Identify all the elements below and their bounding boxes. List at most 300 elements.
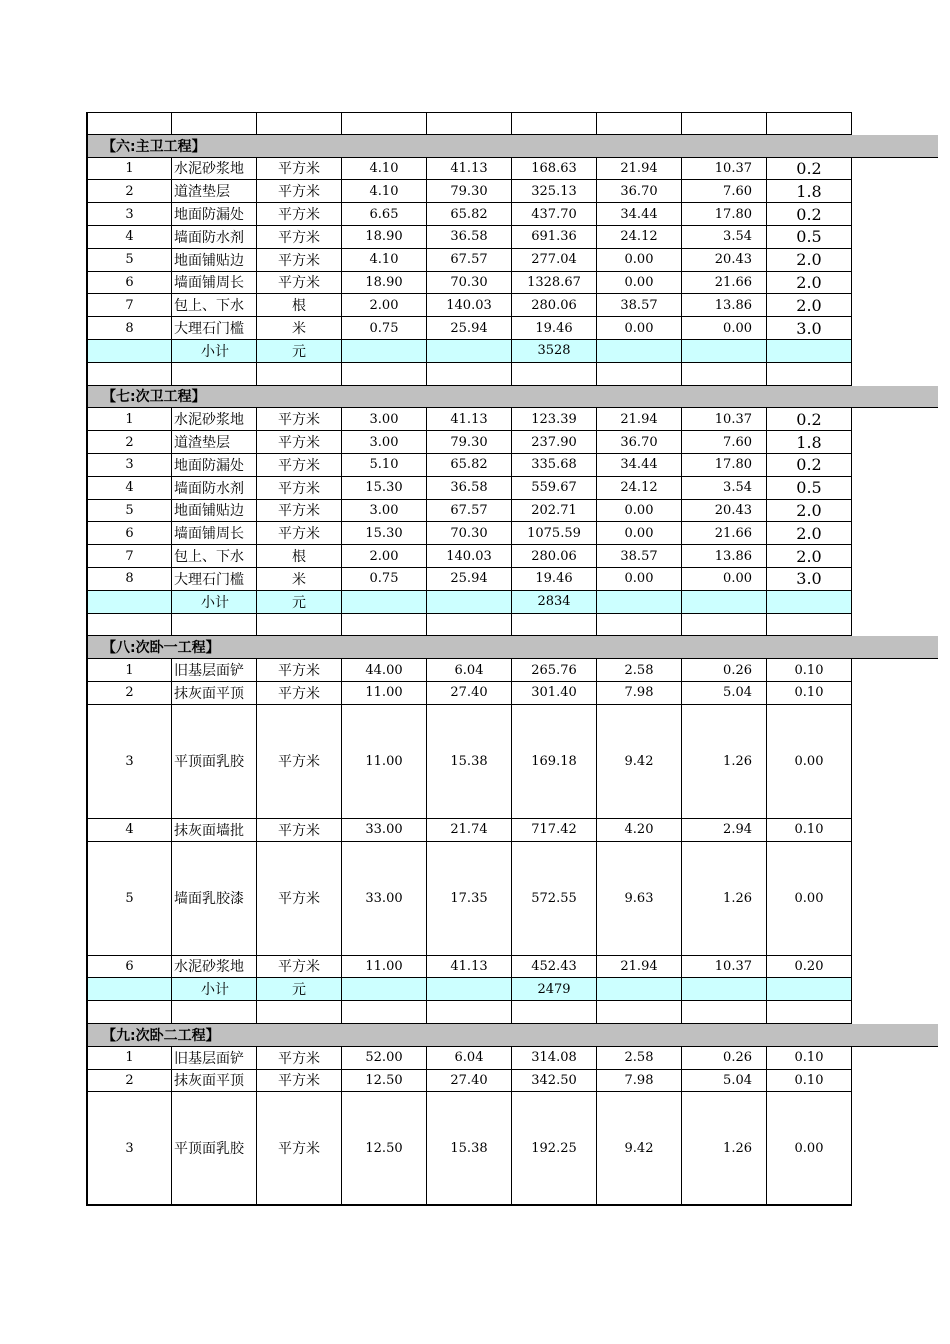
amount-cell[interactable]: 168.63 [512, 158, 597, 181]
subtotal-unit[interactable]: 元 [257, 978, 342, 1001]
amount-cell[interactable]: 335.68 [512, 454, 597, 477]
unit-price-cell[interactable]: 41.13 [427, 956, 512, 979]
row-number-cell[interactable]: 8 [86, 568, 172, 591]
row-number-cell[interactable]: 2 [86, 431, 172, 454]
blank-cell[interactable] [597, 614, 682, 637]
material-cost-cell[interactable]: 36.70 [597, 431, 682, 454]
labor-cost-cell[interactable]: 0.00 [682, 317, 767, 340]
item-name-cell[interactable]: 墙面防水剂 [172, 226, 257, 249]
extra-value-cell[interactable]: 0.10 [767, 1070, 852, 1093]
row-number-cell[interactable]: 6 [86, 522, 172, 545]
amount-cell[interactable]: 452.43 [512, 956, 597, 979]
quantity-cell[interactable]: 4.10 [342, 180, 427, 203]
item-name-cell[interactable]: 平顶面乳胶 [172, 1092, 257, 1206]
unit-price-cell[interactable]: 15.38 [427, 705, 512, 819]
blank-cell[interactable] [86, 1001, 172, 1024]
amount-cell[interactable]: 301.40 [512, 682, 597, 705]
material-cost-cell[interactable]: 7.98 [597, 682, 682, 705]
quantity-cell[interactable]: 18.90 [342, 272, 427, 295]
extra-value-cell[interactable]: 0.00 [767, 705, 852, 819]
labor-cost-cell[interactable]: 17.80 [682, 203, 767, 226]
item-name-cell[interactable]: 抹灰面平顶 [172, 1070, 257, 1093]
material-cost-cell[interactable]: 0.00 [597, 272, 682, 295]
unit-cell[interactable]: 平方米 [257, 1047, 342, 1070]
blank-cell[interactable] [172, 614, 257, 637]
blank-cell[interactable] [512, 363, 597, 386]
unit-cell[interactable]: 平方米 [257, 522, 342, 545]
material-cost-cell[interactable]: 2.58 [597, 659, 682, 682]
unit-price-cell[interactable]: 65.82 [427, 203, 512, 226]
table-row [86, 317, 938, 340]
amount-cell[interactable]: 277.04 [512, 249, 597, 272]
row-number-cell[interactable]: 5 [86, 500, 172, 523]
unit-price-cell[interactable]: 70.30 [427, 272, 512, 295]
material-cost-cell[interactable]: 9.42 [597, 705, 682, 819]
subtotal-amount[interactable]: 3528 [512, 340, 597, 363]
unit-cell[interactable]: 米 [257, 317, 342, 340]
quantity-cell[interactable]: 6.65 [342, 203, 427, 226]
unit-cell[interactable]: 平方米 [257, 682, 342, 705]
blank-cell[interactable] [86, 591, 172, 614]
unit-price-cell[interactable]: 79.30 [427, 180, 512, 203]
quantity-cell[interactable]: 4.10 [342, 249, 427, 272]
unit-price-cell[interactable]: 70.30 [427, 522, 512, 545]
material-cost-cell[interactable]: 21.94 [597, 956, 682, 979]
extra-value-cell[interactable]: 2.0 [767, 545, 852, 568]
extra-value-cell[interactable]: 1.8 [767, 431, 852, 454]
blank-cell[interactable] [427, 591, 512, 614]
material-cost-cell[interactable]: 9.42 [597, 1092, 682, 1206]
extra-value-cell[interactable]: 2.0 [767, 249, 852, 272]
unit-cell[interactable]: 平方米 [257, 226, 342, 249]
row-number-cell[interactable]: 7 [86, 545, 172, 568]
amount-cell[interactable]: 691.36 [512, 226, 597, 249]
item-name-cell[interactable]: 墙面防水剂 [172, 477, 257, 500]
unit-price-cell[interactable]: 79.30 [427, 431, 512, 454]
unit-cell[interactable]: 平方米 [257, 1092, 342, 1206]
material-cost-cell[interactable]: 24.12 [597, 226, 682, 249]
unit-cell[interactable]: 平方米 [257, 842, 342, 956]
blank-cell[interactable] [172, 1001, 257, 1024]
item-name-cell[interactable]: 大理石门槛 [172, 568, 257, 591]
unit-cell[interactable]: 平方米 [257, 705, 342, 819]
table-row [86, 1092, 938, 1206]
quantity-cell[interactable]: 2.00 [342, 545, 427, 568]
material-cost-cell[interactable]: 21.94 [597, 408, 682, 431]
amount-cell[interactable]: 237.90 [512, 431, 597, 454]
material-cost-cell[interactable]: 0.00 [597, 568, 682, 591]
labor-cost-cell[interactable]: 7.60 [682, 180, 767, 203]
row-number-cell[interactable]: 5 [86, 842, 172, 956]
amount-cell[interactable]: 314.08 [512, 1047, 597, 1070]
labor-cost-cell[interactable]: 10.37 [682, 158, 767, 181]
amount-cell[interactable]: 1075.59 [512, 522, 597, 545]
blank-cell[interactable] [682, 340, 767, 363]
blank-cell[interactable] [767, 591, 852, 614]
blank-cell[interactable] [767, 340, 852, 363]
unit-cell[interactable]: 平方米 [257, 454, 342, 477]
unit-cell[interactable]: 米 [257, 568, 342, 591]
amount-cell[interactable]: 265.76 [512, 659, 597, 682]
blank-cell[interactable] [342, 1001, 427, 1024]
labor-cost-cell[interactable]: 21.66 [682, 272, 767, 295]
row-number-cell[interactable]: 4 [86, 477, 172, 500]
quantity-cell[interactable]: 15.30 [342, 522, 427, 545]
extra-value-cell[interactable]: 0.5 [767, 477, 852, 500]
blank-cell[interactable] [682, 978, 767, 1001]
blank-cell[interactable] [86, 112, 172, 135]
unit-price-cell[interactable]: 27.40 [427, 682, 512, 705]
material-cost-cell[interactable]: 0.00 [597, 249, 682, 272]
quantity-cell[interactable]: 3.00 [342, 500, 427, 523]
item-name-cell[interactable]: 平顶面乳胶 [172, 705, 257, 819]
material-cost-cell[interactable]: 34.44 [597, 203, 682, 226]
amount-cell[interactable]: 717.42 [512, 819, 597, 842]
unit-price-cell[interactable]: 15.38 [427, 1092, 512, 1206]
amount-cell[interactable]: 280.06 [512, 545, 597, 568]
row-number-cell[interactable]: 2 [86, 682, 172, 705]
amount-cell[interactable]: 325.13 [512, 180, 597, 203]
row-number-cell[interactable]: 1 [86, 659, 172, 682]
row-number-cell[interactable]: 4 [86, 226, 172, 249]
extra-value-cell[interactable]: 2.0 [767, 522, 852, 545]
amount-cell[interactable]: 280.06 [512, 294, 597, 317]
quantity-cell[interactable]: 4.10 [342, 158, 427, 181]
blank-cell[interactable] [342, 112, 427, 135]
extra-value-cell[interactable]: 0.5 [767, 226, 852, 249]
unit-price-cell[interactable]: 25.94 [427, 317, 512, 340]
labor-cost-cell[interactable]: 20.43 [682, 500, 767, 523]
unit-price-cell[interactable]: 36.58 [427, 226, 512, 249]
row-number-cell[interactable]: 1 [86, 408, 172, 431]
quantity-cell[interactable]: 2.00 [342, 294, 427, 317]
extra-value-cell[interactable]: 0.2 [767, 158, 852, 181]
extra-value-cell[interactable]: 0.10 [767, 682, 852, 705]
extra-value-cell[interactable]: 0.10 [767, 659, 852, 682]
blank-cell[interactable] [597, 591, 682, 614]
blank-cell[interactable] [342, 614, 427, 637]
unit-cell[interactable]: 平方米 [257, 500, 342, 523]
table-row [86, 249, 938, 272]
section-header: 【七:次卫工程】 [86, 386, 938, 409]
unit-price-cell[interactable]: 140.03 [427, 294, 512, 317]
unit-price-cell[interactable]: 17.35 [427, 842, 512, 956]
unit-cell[interactable]: 平方米 [257, 203, 342, 226]
labor-cost-cell[interactable]: 2.94 [682, 819, 767, 842]
labor-cost-cell[interactable]: 5.04 [682, 682, 767, 705]
row-number-cell[interactable]: 3 [86, 1092, 172, 1206]
blank-cell[interactable] [682, 591, 767, 614]
material-cost-cell[interactable]: 2.58 [597, 1047, 682, 1070]
unit-price-cell[interactable]: 140.03 [427, 545, 512, 568]
labor-cost-cell[interactable]: 13.86 [682, 545, 767, 568]
amount-cell[interactable]: 202.71 [512, 500, 597, 523]
unit-cell[interactable]: 平方米 [257, 431, 342, 454]
table-row [86, 294, 938, 317]
row-number-cell[interactable]: 5 [86, 249, 172, 272]
quantity-cell[interactable]: 44.00 [342, 659, 427, 682]
unit-price-cell[interactable]: 6.04 [427, 659, 512, 682]
labor-cost-cell[interactable]: 1.26 [682, 842, 767, 956]
blank-row [86, 363, 938, 386]
blank-cell[interactable] [767, 112, 852, 135]
blank-cell[interactable] [342, 591, 427, 614]
item-name-cell[interactable]: 旧基层面铲 [172, 659, 257, 682]
material-cost-cell[interactable]: 21.94 [597, 158, 682, 181]
unit-price-cell[interactable]: 21.74 [427, 819, 512, 842]
unit-price-cell[interactable]: 65.82 [427, 454, 512, 477]
extra-value-cell[interactable]: 1.8 [767, 180, 852, 203]
blank-row [86, 614, 938, 637]
item-name-cell[interactable]: 地面防漏处 [172, 454, 257, 477]
quantity-cell[interactable]: 0.75 [342, 568, 427, 591]
unit-cell[interactable]: 平方米 [257, 659, 342, 682]
unit-cell[interactable]: 平方米 [257, 956, 342, 979]
unit-cell[interactable]: 平方米 [257, 477, 342, 500]
blank-cell[interactable] [257, 112, 342, 135]
section-header: 【六:主卫工程】 [86, 135, 938, 158]
quantity-cell[interactable]: 15.30 [342, 477, 427, 500]
labor-cost-cell[interactable]: 5.04 [682, 1070, 767, 1093]
row-number-cell[interactable]: 2 [86, 180, 172, 203]
blank-cell[interactable] [427, 1001, 512, 1024]
amount-cell[interactable]: 19.46 [512, 568, 597, 591]
labor-cost-cell[interactable]: 10.37 [682, 408, 767, 431]
subtotal-label[interactable]: 小计 [172, 340, 257, 363]
item-name-cell[interactable]: 包上、下水 [172, 545, 257, 568]
row-number-cell[interactable]: 3 [86, 203, 172, 226]
row-number-cell[interactable]: 7 [86, 294, 172, 317]
row-number-cell[interactable]: 3 [86, 454, 172, 477]
quantity-cell[interactable]: 11.00 [342, 705, 427, 819]
item-name-cell[interactable]: 包上、下水 [172, 294, 257, 317]
row-number-cell[interactable]: 3 [86, 705, 172, 819]
unit-cell[interactable]: 平方米 [257, 272, 342, 295]
blank-cell[interactable] [342, 340, 427, 363]
subtotal-unit[interactable]: 元 [257, 591, 342, 614]
blank-cell[interactable] [172, 363, 257, 386]
material-cost-cell[interactable]: 36.70 [597, 180, 682, 203]
item-name-cell[interactable]: 水泥砂浆地 [172, 408, 257, 431]
subtotal-label[interactable]: 小计 [172, 591, 257, 614]
unit-price-cell[interactable]: 6.04 [427, 1047, 512, 1070]
labor-cost-cell[interactable]: 0.26 [682, 659, 767, 682]
quantity-cell[interactable]: 0.75 [342, 317, 427, 340]
quantity-cell[interactable]: 33.00 [342, 819, 427, 842]
unit-price-cell[interactable]: 41.13 [427, 408, 512, 431]
extra-value-cell[interactable]: 2.0 [767, 500, 852, 523]
blank-cell[interactable] [427, 112, 512, 135]
blank-cell[interactable] [597, 112, 682, 135]
unit-cell[interactable]: 根 [257, 294, 342, 317]
quantity-cell[interactable]: 3.00 [342, 431, 427, 454]
amount-cell[interactable]: 437.70 [512, 203, 597, 226]
blank-cell[interactable] [682, 112, 767, 135]
labor-cost-cell[interactable]: 3.54 [682, 226, 767, 249]
amount-cell[interactable]: 342.50 [512, 1070, 597, 1093]
unit-cell[interactable]: 平方米 [257, 180, 342, 203]
extra-value-cell[interactable]: 0.2 [767, 408, 852, 431]
quantity-cell[interactable]: 12.50 [342, 1092, 427, 1206]
quantity-cell[interactable]: 11.00 [342, 682, 427, 705]
extra-value-cell[interactable]: 2.0 [767, 272, 852, 295]
blank-cell[interactable] [257, 1001, 342, 1024]
blank-cell[interactable] [257, 363, 342, 386]
unit-price-cell[interactable]: 67.57 [427, 500, 512, 523]
unit-price-cell[interactable]: 25.94 [427, 568, 512, 591]
material-cost-cell[interactable]: 0.00 [597, 500, 682, 523]
labor-cost-cell[interactable]: 0.26 [682, 1047, 767, 1070]
item-name-cell[interactable]: 大理石门槛 [172, 317, 257, 340]
blank-cell[interactable] [257, 614, 342, 637]
subtotal-unit[interactable]: 元 [257, 340, 342, 363]
blank-cell[interactable] [597, 363, 682, 386]
blank-cell[interactable] [767, 978, 852, 1001]
labor-cost-cell[interactable]: 20.43 [682, 249, 767, 272]
material-cost-cell[interactable]: 7.98 [597, 1070, 682, 1093]
extra-value-cell[interactable]: 0.2 [767, 454, 852, 477]
item-name-cell[interactable]: 水泥砂浆地 [172, 158, 257, 181]
blank-cell[interactable] [427, 340, 512, 363]
blank-cell[interactable] [86, 978, 172, 1001]
labor-cost-cell[interactable]: 13.86 [682, 294, 767, 317]
quantity-cell[interactable]: 3.00 [342, 408, 427, 431]
subtotal-amount[interactable]: 2834 [512, 591, 597, 614]
unit-price-cell[interactable]: 36.58 [427, 477, 512, 500]
material-cost-cell[interactable]: 34.44 [597, 454, 682, 477]
subtotal-amount[interactable]: 2479 [512, 978, 597, 1001]
item-name-cell[interactable]: 地面铺贴边 [172, 249, 257, 272]
blank-cell[interactable] [427, 978, 512, 1001]
labor-cost-cell[interactable]: 3.54 [682, 477, 767, 500]
quantity-cell[interactable]: 5.10 [342, 454, 427, 477]
quantity-cell[interactable]: 12.50 [342, 1070, 427, 1093]
extra-value-cell[interactable]: 0.10 [767, 1047, 852, 1070]
row-number-cell[interactable]: 6 [86, 272, 172, 295]
extra-value-cell[interactable]: 3.0 [767, 568, 852, 591]
material-cost-cell[interactable]: 9.63 [597, 842, 682, 956]
blank-cell[interactable] [512, 112, 597, 135]
blank-cell[interactable] [682, 614, 767, 637]
section-header: 【九:次卧二工程】 [86, 1024, 938, 1047]
blank-cell[interactable] [512, 1001, 597, 1024]
extra-value-cell[interactable]: 3.0 [767, 317, 852, 340]
material-cost-cell[interactable]: 24.12 [597, 477, 682, 500]
row-number-cell[interactable]: 6 [86, 956, 172, 979]
blank-cell[interactable] [597, 978, 682, 1001]
blank-cell[interactable] [86, 363, 172, 386]
unit-cell[interactable]: 平方米 [257, 249, 342, 272]
blank-cell[interactable] [86, 340, 172, 363]
subtotal-label[interactable]: 小计 [172, 978, 257, 1001]
unit-cell[interactable]: 平方米 [257, 158, 342, 181]
amount-cell[interactable]: 1328.67 [512, 272, 597, 295]
amount-cell[interactable]: 19.46 [512, 317, 597, 340]
unit-price-cell[interactable]: 67.57 [427, 249, 512, 272]
quantity-cell[interactable]: 52.00 [342, 1047, 427, 1070]
unit-price-cell[interactable]: 27.40 [427, 1070, 512, 1093]
table-row [86, 705, 938, 819]
material-cost-cell[interactable]: 38.57 [597, 545, 682, 568]
extra-value-cell[interactable]: 0.00 [767, 1092, 852, 1206]
labor-cost-cell[interactable]: 17.80 [682, 454, 767, 477]
unit-cell[interactable]: 平方米 [257, 1070, 342, 1093]
labor-cost-cell[interactable]: 21.66 [682, 522, 767, 545]
material-cost-cell[interactable]: 0.00 [597, 317, 682, 340]
unit-cell[interactable]: 平方米 [257, 819, 342, 842]
row-number-cell[interactable]: 2 [86, 1070, 172, 1093]
blank-cell[interactable] [86, 614, 172, 637]
labor-cost-cell[interactable]: 7.60 [682, 431, 767, 454]
extra-value-cell[interactable]: 0.2 [767, 203, 852, 226]
blank-cell[interactable] [512, 614, 597, 637]
unit-cell[interactable]: 平方米 [257, 408, 342, 431]
row-number-cell[interactable]: 1 [86, 1047, 172, 1070]
extra-value-cell[interactable]: 0.20 [767, 956, 852, 979]
item-name-cell[interactable]: 地面防漏处 [172, 203, 257, 226]
blank-cell[interactable] [682, 1001, 767, 1024]
extra-value-cell[interactable]: 2.0 [767, 294, 852, 317]
quantity-cell[interactable]: 11.00 [342, 956, 427, 979]
blank-cell[interactable] [682, 363, 767, 386]
unit-cell[interactable]: 根 [257, 545, 342, 568]
blank-cell[interactable] [342, 978, 427, 1001]
labor-cost-cell[interactable]: 1.26 [682, 1092, 767, 1206]
item-name-cell[interactable]: 抹灰面平顶 [172, 682, 257, 705]
blank-cell[interactable] [427, 614, 512, 637]
material-cost-cell[interactable]: 0.00 [597, 522, 682, 545]
blank-cell[interactable] [427, 363, 512, 386]
blank-cell[interactable] [172, 112, 257, 135]
blank-cell[interactable] [767, 614, 852, 637]
extra-value-cell[interactable]: 0.00 [767, 842, 852, 956]
unit-price-cell[interactable]: 41.13 [427, 158, 512, 181]
item-name-cell[interactable]: 抹灰面墙批 [172, 819, 257, 842]
material-cost-cell[interactable]: 4.20 [597, 819, 682, 842]
blank-cell[interactable] [342, 363, 427, 386]
blank-cell[interactable] [597, 1001, 682, 1024]
labor-cost-cell[interactable]: 0.00 [682, 568, 767, 591]
blank-cell[interactable] [597, 340, 682, 363]
labor-cost-cell[interactable]: 10.37 [682, 956, 767, 979]
amount-cell[interactable]: 192.25 [512, 1092, 597, 1206]
item-name-cell[interactable]: 墙面铺周长 [172, 272, 257, 295]
item-name-cell[interactable]: 道渣垫层 [172, 431, 257, 454]
labor-cost-cell[interactable]: 1.26 [682, 705, 767, 819]
item-name-cell[interactable]: 旧基层面铲 [172, 1047, 257, 1070]
amount-cell[interactable]: 123.39 [512, 408, 597, 431]
item-name-cell[interactable]: 地面铺贴边 [172, 500, 257, 523]
material-cost-cell[interactable]: 38.57 [597, 294, 682, 317]
row-number-cell[interactable]: 1 [86, 158, 172, 181]
quantity-cell[interactable]: 18.90 [342, 226, 427, 249]
table-row [86, 431, 938, 454]
quantity-cell[interactable]: 33.00 [342, 842, 427, 956]
table-row [86, 477, 938, 500]
row-number-cell[interactable]: 8 [86, 317, 172, 340]
amount-cell[interactable]: 559.67 [512, 477, 597, 500]
item-name-cell[interactable]: 墙面乳胶漆 [172, 842, 257, 956]
amount-cell[interactable]: 572.55 [512, 842, 597, 956]
amount-cell[interactable]: 169.18 [512, 705, 597, 819]
item-name-cell[interactable]: 道渣垫层 [172, 180, 257, 203]
item-name-cell[interactable]: 水泥砂浆地 [172, 956, 257, 979]
extra-value-cell[interactable]: 0.10 [767, 819, 852, 842]
blank-cell[interactable] [767, 1001, 852, 1024]
row-number-cell[interactable]: 4 [86, 819, 172, 842]
item-name-cell[interactable]: 墙面铺周长 [172, 522, 257, 545]
blank-cell[interactable] [767, 363, 852, 386]
